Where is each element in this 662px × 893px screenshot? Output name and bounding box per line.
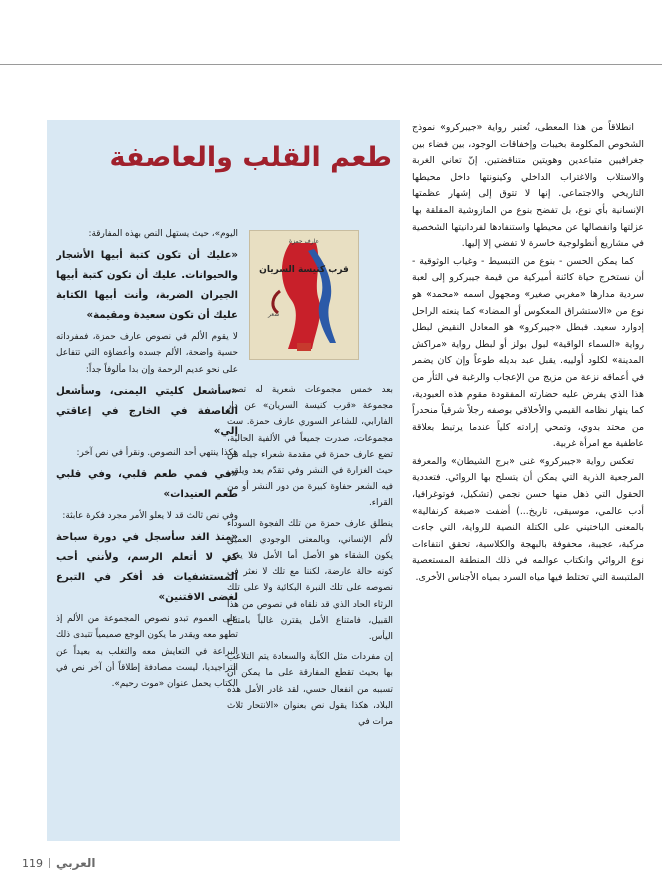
box-title: طعم القلب والعاصفة bbox=[109, 142, 392, 173]
paragraph: هكذا ينتهي أحد النصوص. ونقرأ في نص آخر: bbox=[76, 447, 238, 458]
paragraph: لا يقوم الألم في نصوص عارف حمزة، فمفرداته حسية واضحة، الألم جسده وأعضاؤه التي تتفاعل على نحو عديم الرحمة وإن بدا مألوفاً جداً: bbox=[56, 332, 238, 375]
publisher-logo bbox=[297, 343, 311, 351]
book-cover bbox=[249, 230, 359, 360]
right-column bbox=[412, 120, 644, 840]
poem-quote: «في فمي طعم قلبي، وفي قلبي طعم العنيدات» bbox=[56, 469, 238, 501]
poem-quote: «عليك أن تكون كتبة أبيها الأشجار والحيوانات. عليك أن تكون كتبة أبيها الجيران الضربة، وأنت أبيها الكتابة عليك أن تكون سعيدة ومقيمة» bbox=[56, 250, 238, 322]
paragraph: بعد خمس مجموعات شعرية له تصدر مجموعة «قرب كنيسة السريان» عن دار الفارابي، للشاعر السوري عارف حمزة. ست مجموعات، صدرت جميعاً في الألفية الحالية، تضع عارف حمزة في مقدمة شعراء جيله من حيث الغزارة في النشر وفي تقدّم يعد ويلقي فيه الشعر حفاوة كبيرة من دور النشر أو من القراء. bbox=[227, 385, 393, 509]
paragraph: على العموم تبدو نصوص المجموعة من الألم إذ تطهو معه ويقدر ما يكون الوجع صميمياً تتبدى ذلك البراعة في التعايش معه والتغلب به بعيداً عن التراجيديا، ليست مصادفة إطلاقاً أن آخر نص في الكتاب يحمل عنوان «موت رحيم». bbox=[56, 614, 238, 690]
paragraph: ينطلق عارف حمزة من تلك الفجوة السوداء لألم الإنساني، وبالمعنى الوجودي العميق يكون الشقاء هو الأصل أما الأمل فلا يعدو كونه حالة عارضة، لكننا مع تلك لا نعثر في نصوصه على تلك النبرة البكائية ولا على تلك الرثاء الحاد الذي قد نلقاه في نصوص من هذا القبيل، فامتناع الأمل يقترن غالباً بامتناع اليأس. bbox=[227, 518, 393, 643]
paragraph: انطلاقاً من هذا المعطى، تُعتبر رواية «جيبركرو» نموذج الشخوص المكلومة بخيبات وإخفاقات الوجود، بين فضاء بين جغرافيين متباعدين وهويتين متناقضتين. إنّ تعاني الغربة والاستلاب والاغتراب الداخلي وكينونتها داخل محيطها التاريخي والاجتماعي. إنها لا تتوق إلى إشهار عظمتها الإنسانية بأي نوع، بل تفضح بنوع من المازوشية المقلقة بها عزلتها وانفصالها عن محيطها واستنفادها لفردانيتها الشخصية في مشاريع أنطولوجية خاسرة لا تفضي إلا إليها. bbox=[412, 122, 644, 250]
footer-divider bbox=[49, 858, 50, 868]
paragraph: كما يمكن الحسن - بنوع من التبسيط - وغياب الوثوقية - أن نستخرج حياة كائنة أميركية من قيمة جيبركرو إلى لعبة سردية مدارها «مغربي صغير» ومجهول اسمه «محمد» هو نوع من «الاستشراق المعكوس أو المضاد» كما ينعته الراحل إدوارد سعيد. فبطل «جيبركرو» هو المعادل النقيض لبطل رواية «السماء الواقية» لبول بولز أو لبطل رواية «مراكش المدينة» لكلود أولييه. يقبل عبد بديله طوعاً وإن كان يضمر في أعماقه نزعة من مزيج من الإعجاب والرغبة في الثأر من هذا الذي يفرض عليه حضارته المفقودة مقوم هذه العبودية، كما ينهار نظامه القيمي والأخلاقي بوصفه رجلاً شرقياً منحدراً من محتد بدوي، وتمحي إرادته كلياً عندما يرتبط بعلاقة عاطفية مع امرأة غربية. bbox=[412, 255, 644, 450]
magazine-name: العربي bbox=[56, 856, 96, 870]
page-number: 119 bbox=[22, 856, 43, 870]
cover-genre: شعر bbox=[268, 311, 280, 318]
page-footer bbox=[22, 856, 96, 870]
poem-quote: «منذ الغد سأسجل في دورة سباحة كي لا أتعلم الرسم، ولأنني أحب المستشفيات قد أفكر في التبرع لغضى الاقتنين» bbox=[56, 532, 238, 604]
cover-artwork bbox=[250, 231, 359, 360]
header-rule bbox=[0, 64, 662, 65]
paragraph: تعكس رواية «جيبركرو» غنى «برج الشيطان» والمعرفة المرجعية الذرية التي يمكن أن يتسلح بها الروائي. فتعددية الحقول التي ذهل منها حسن نجمي (تشكيل، فوتوغرافيا، أدب عالمي، موسيقى، تاريخ...) أضفت «صبغة كرنفالية» بالمعنى الباختيني على الكتلة النصية للرواية، التي جاءت مركبة، عجيبة، محفوفة بالبهجة والكلاسية، تحقق انتفاءات نوع الروائي وانكتاب عوالمه في ذلك المنطقة المستعصية الملتبسة التي تختلط فيها مياه السرد بمياه الأجناس الأخرى. bbox=[412, 455, 644, 584]
paragraph: إن مفردات مثل الكآبة والسعادة يتم التلاعب بها بحيث تقطع المفارقة على ما يمكن أن تسببه من انفعال حسي، لقد غادر الأمل هذه البلاد، هكذا يقول نص بعنوان «الانتحار ثلاث مرات في bbox=[227, 652, 393, 728]
cover-author: عارف حمزة bbox=[288, 238, 320, 245]
paragraph: اليوم»، حيث يستهل النص بهذه المفارقة: bbox=[88, 229, 238, 239]
box-right-column bbox=[227, 382, 393, 832]
cover-title: قرب كنيسة السريان bbox=[259, 265, 349, 275]
poem-quote: «سأشعل كليتي اليمنى، وسأشعل العاصفة في الخارج في إعاقتي إلي» bbox=[56, 385, 238, 437]
box-left-column bbox=[56, 226, 238, 836]
paragraph: وفي نص ثالث قد لا يعلو الأمر مجرد فكرة عابثة: bbox=[62, 511, 238, 522]
